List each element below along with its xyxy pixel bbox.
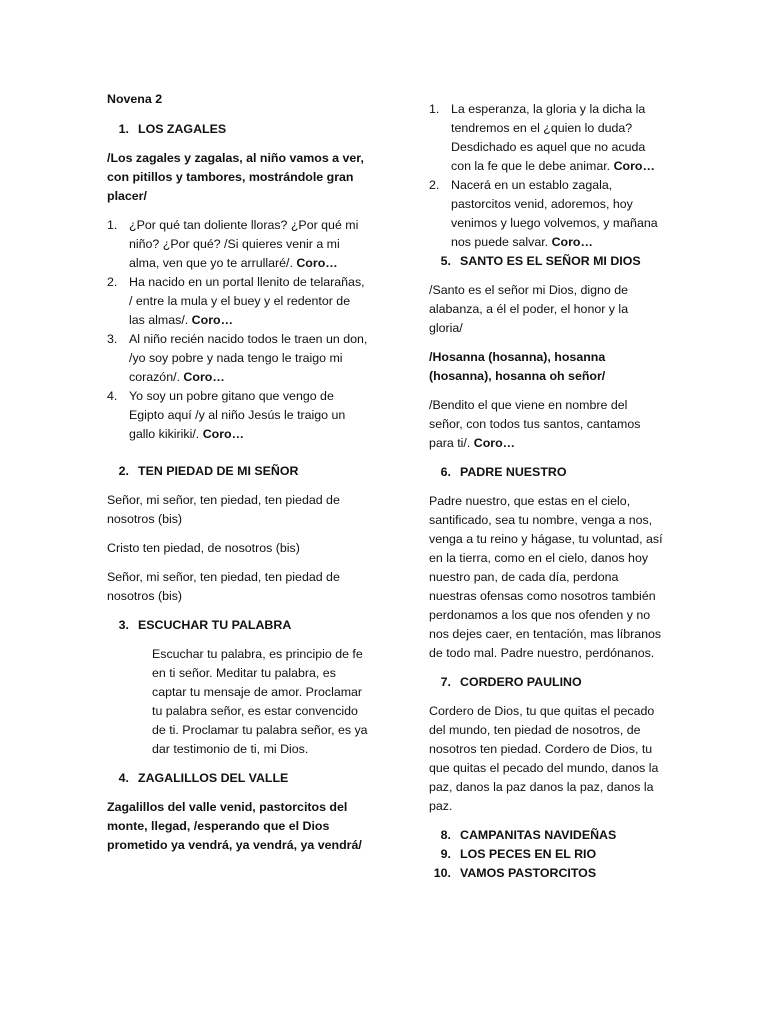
section-number: 10. <box>433 866 451 880</box>
verse-body: La esperanza, la gloria y la dicha la tendremos en el ¿quien lo duda? Desdichado es aquel que no acuda con la fe que le debe animar. <box>451 102 646 173</box>
section-title: ESCUCHAR TU PALABRA <box>138 618 292 632</box>
list-item <box>107 330 369 387</box>
verse-list <box>107 216 369 444</box>
right-column <box>429 90 664 883</box>
section-number: 1. <box>118 122 129 136</box>
section-title-list <box>429 826 664 883</box>
paragraph <box>429 396 664 453</box>
section-title: CORDERO PAULINO <box>460 675 582 689</box>
section-heading-ten-piedad <box>107 462 369 481</box>
section-heading-los-peces <box>429 845 664 864</box>
section-number: 5. <box>440 254 451 268</box>
verse-number: 4. <box>107 389 118 403</box>
verse-text <box>129 273 369 330</box>
verse-text <box>129 216 369 273</box>
verse-body: Al niño recién nacido todos le traen un don, /yo soy pobre y nada tengo le traigo mi corazón/. <box>129 332 368 384</box>
coro-label: Coro… <box>551 235 593 249</box>
section-heading-zagalillos-del-valle <box>107 769 369 788</box>
verse-number: 2. <box>107 275 118 289</box>
verse-list <box>429 100 664 252</box>
verse-number: 1. <box>107 218 118 232</box>
section-heading-escuchar-tu-palabra <box>107 616 369 635</box>
coro-label: Coro… <box>473 436 516 450</box>
section-heading-padre-nuestro <box>429 463 664 482</box>
verse-number: 3. <box>107 332 118 346</box>
coro-label: Coro… <box>191 313 233 327</box>
paragraph: /Santo es el señor mi Dios, digno de alabanza, a él el poder, el honor y la gloria/ <box>429 283 629 335</box>
section-heading-cordero-paulino <box>429 673 664 692</box>
verse-body: Nacerá en un establo zagala, pastorcitos venid, adoremos, hoy venimos y luego volvemos, y mañana nos puede salvar. <box>451 178 658 249</box>
paragraph: Zagalillos del valle venid, pastorcitos del monte, llegad, /esperando que el Dios prometido ya vendrá, ya vendrá, ya vendrá/ <box>107 800 362 852</box>
section-title: PADRE NUESTRO <box>460 465 567 479</box>
section-number: 4. <box>118 771 129 785</box>
list-item <box>107 387 369 444</box>
paragraph: Cristo ten piedad, de nosotros (bis) <box>107 541 300 555</box>
verse-text <box>451 176 664 252</box>
section-title: VAMOS PASTORCITOS <box>460 866 597 880</box>
coro-label: Coro… <box>202 427 244 441</box>
list-item <box>429 100 664 176</box>
paragraph: Señor, mi señor, ten piedad, ten piedad de nosotros (bis) <box>107 493 340 526</box>
verse-number: 1. <box>429 102 440 116</box>
verse-body: Yo soy un pobre gitano que vengo de Egipto aquí /y al niño Jesús le traigo un gallo kikiriki/. <box>129 389 346 441</box>
verse-text <box>129 330 369 387</box>
section-number: 2. <box>118 464 129 478</box>
section-number: 3. <box>118 618 129 632</box>
left-column <box>107 90 369 855</box>
coro-label: Coro… <box>296 256 338 270</box>
paragraph-body: /Bendito el que viene en nombre del señor, con todos tus santos, cantamos para ti/. <box>429 398 641 450</box>
list-item <box>107 216 369 273</box>
paragraph: Padre nuestro, que estas en el cielo, santificado, sea tu nombre, venga a nos, venga a tu reino y hágase, tu voluntad, así en la tierra, como en el cielo, danos hoy nuestro pan, de cada día, perdona nuestras ofensas como nosotros también perdonamos a los que nos ofenden y no nos dejes caer, en tentación, mas líbranos de todo mal. Padre nuestro, perdónanos. <box>429 494 663 660</box>
section-heading-los-zagales <box>107 120 369 139</box>
section-number: 9. <box>440 847 451 861</box>
verse-number: 2. <box>429 178 440 192</box>
verse-body: ¿Por qué tan doliente lloras? ¿Por qué mi niño? ¿Por qué? /Si quieres venir a mi alma, ven que yo te arrullaré/. <box>129 218 359 270</box>
verse-text <box>129 387 369 444</box>
section-title: CAMPANITAS NAVIDEÑAS <box>460 828 617 842</box>
section-title: LOS PECES EN EL RIO <box>460 847 597 861</box>
section-heading-campanitas <box>429 826 664 845</box>
section-number: 7. <box>440 675 451 689</box>
verse-body: Ha nacido en un portal llenito de telarañas, / entre la mula y el buey y el redentor de las almas/. <box>129 275 365 327</box>
section-title: LOS ZAGALES <box>138 122 227 136</box>
list-item <box>429 176 664 252</box>
section-title: ZAGALILLOS DEL VALLE <box>138 771 289 785</box>
coro-label: Coro… <box>613 159 655 173</box>
verse-text <box>451 100 664 176</box>
section-title: SANTO ES EL SEÑOR MI DIOS <box>460 254 641 268</box>
coro-label: Coro… <box>183 370 225 384</box>
paragraph: Cordero de Dios, tu que quitas el pecado del mundo, ten piedad de nosotros, de nosotros ten piedad. Cordero de Dios, tu que quitas el pecado del mundo, danos la paz, danos la paz danos la paz, danos la paz. <box>429 704 659 813</box>
list-item <box>107 273 369 330</box>
section-title: TEN PIEDAD DE MI SEÑOR <box>138 464 299 478</box>
document-title: Novena 2 <box>107 92 163 106</box>
paragraph: /Hosanna (hosanna), hosanna (hosanna), hosanna oh señor/ <box>429 350 606 383</box>
section-number: 8. <box>440 828 451 842</box>
section-heading-vamos-pastorcitos <box>429 864 664 883</box>
paragraph: Señor, mi señor, ten piedad, ten piedad de nosotros (bis) <box>107 570 340 603</box>
section-number: 6. <box>440 465 451 479</box>
section-heading-santo-es-el-senor <box>429 252 664 271</box>
chorus-text: /Los zagales y zagalas, al niño vamos a ver, con pitillos y tambores, mostrándole gran placer/ <box>107 151 364 203</box>
paragraph: Escuchar tu palabra, es principio de fe en ti señor. Meditar tu palabra, es captar tu mensaje de amor. Proclamar tu palabra señor, es estar convencido de ti. Proclamar tu palabra señor, es ya dar testimonio de ti, mi Dios. <box>152 647 368 756</box>
